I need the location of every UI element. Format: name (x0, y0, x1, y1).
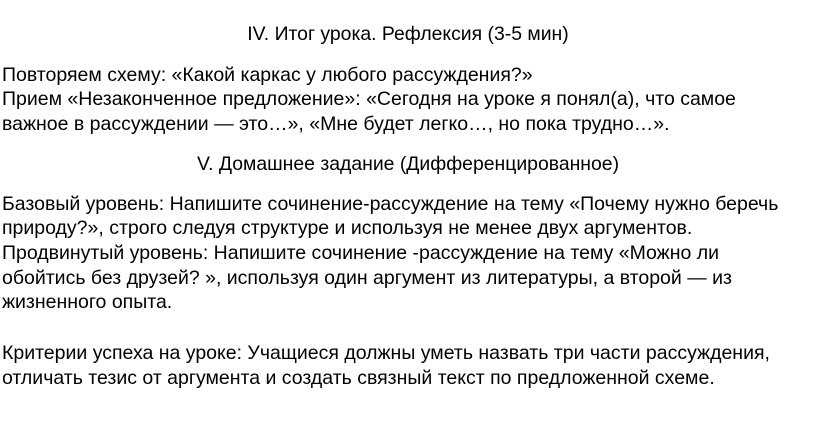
section-4-line-2: Прием «Незаконченное предложение»: «Сегодня на уроке я понял(а), что самое (2, 88, 736, 110)
section-4-heading: IV. Итог урока. Рефлексия (3-5 мин) (247, 23, 569, 45)
section-5-line-3: Продвинутый уровень: Напишите сочинение -рассуждение на тему «Можно ли (2, 242, 720, 264)
section-4-line-3: важное в рассуждении — это…», «Мне будет легко…, но пока трудно…». (2, 113, 670, 135)
section-5-line-4: обойтись без друзей? », используя один аргумент из литературы, а второй — из (2, 267, 732, 289)
section-4-line-1: Повторяем схему: «Какой каркас у любого рассуждения?» (2, 64, 533, 86)
section-5-line-5: жизненного опыта. (2, 291, 173, 313)
criteria-line-1: Критерии успеха на уроке: Учащиеся должны уметь назвать три части рассуждения, (2, 342, 770, 364)
section-5-heading: V. Домашнее задание (Дифференцированное) (196, 153, 620, 175)
section-5-line-2: природу?», строго следуя структуре и используя не менее двух аргументов. (2, 217, 693, 239)
section-5-line-1: Базовый уровень: Напишите сочинение-рассуждение на тему «Почему нужно беречь (2, 193, 779, 215)
criteria-line-2: отличать тезис от аргумента и создать связный текст по предложенной схеме. (2, 367, 715, 389)
